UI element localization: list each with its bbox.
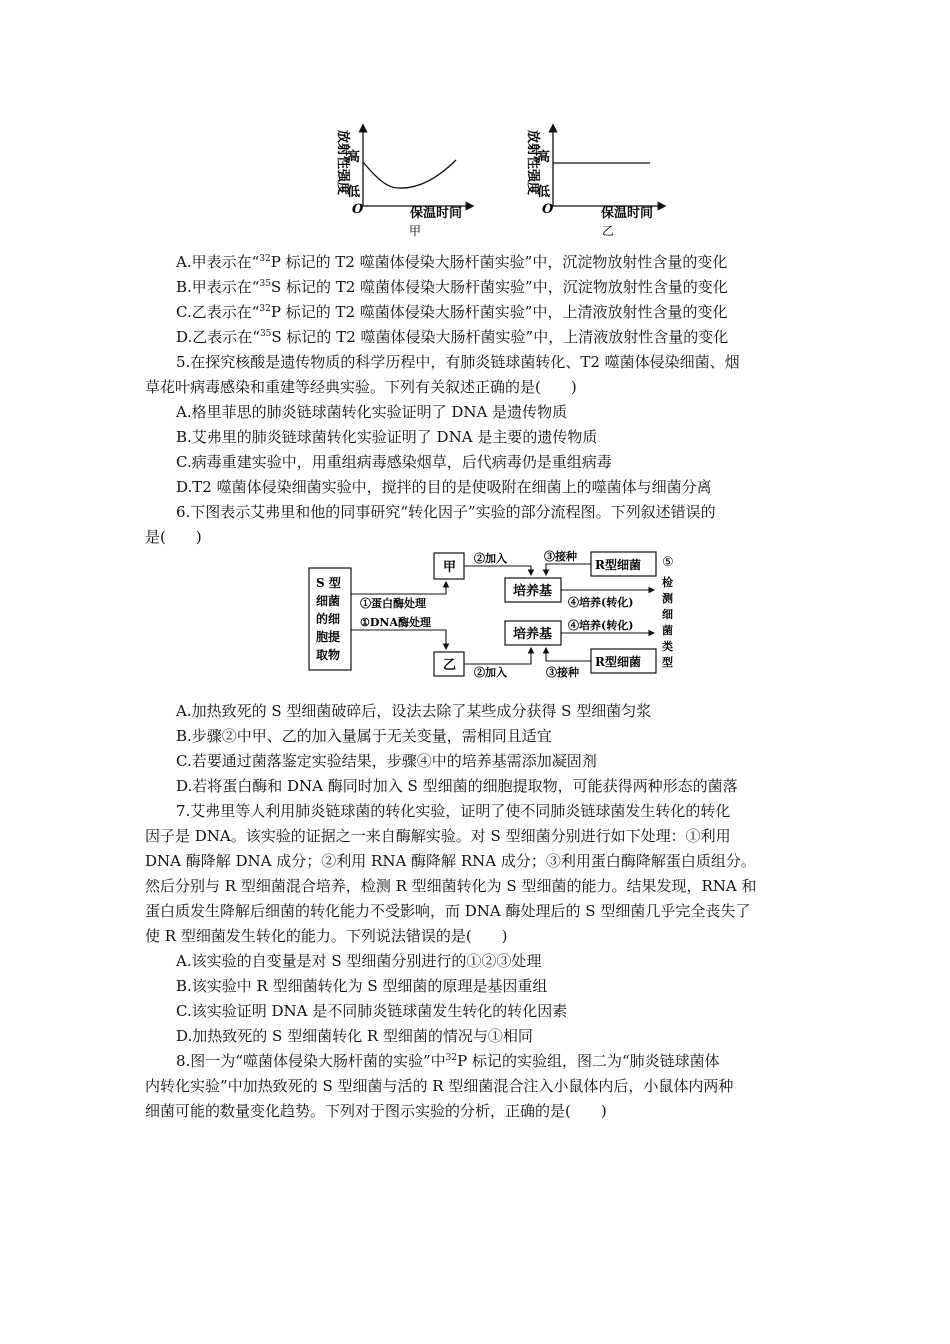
q7-option-a: A.该实验的自变量是对 S 型细菌分别进行的①②③处理 (176, 952, 542, 970)
source-box-line: 的细 (316, 612, 341, 626)
step2-add-label-top: ②加入 (474, 552, 507, 565)
step5-char: 测 (662, 592, 673, 605)
q6-stem-line-2: 是( ) (145, 528, 202, 546)
q7-stem-line-5: 蛋白质发生降解后细菌的转化能力不受影响，而 DNA 酶处理后的 S 型细菌几乎完全丧失了 (145, 902, 751, 920)
q4-option-a: A.甲表示在“$^{32}$P 标记的 T2 噬菌体侵染大肠杆菌实验”中，沉淀物放射性含量的变化 (176, 253, 728, 271)
source-box-line: 细菌 (316, 594, 341, 608)
r-box-label-top: R型细菌 (595, 558, 641, 572)
y-high-label: 高 (537, 150, 551, 165)
arrow-r-to-medium-bottom (546, 648, 591, 661)
curve-jia (363, 160, 456, 188)
y-high-label: 高 (347, 150, 361, 165)
step5-char: 型 (662, 656, 673, 669)
origin-label: O (352, 202, 364, 217)
medium-label-top: 培养基 (513, 584, 553, 599)
q7-stem-line-6: 使 R 型细菌发生转化的能力。下列说法错误的是( ) (145, 927, 508, 945)
q5-option-b: B.艾弗里的肺炎链球菌转化实验证明了 DNA 是主要的遗传物质 (176, 428, 598, 446)
q4-option-b: B.甲表示在“$^{35}$S 标记的 T2 噬菌体侵染大肠杆菌实验”中，沉淀物放射性含量的变化 (176, 278, 728, 296)
graph-yi (525, 126, 664, 238)
step3-inoculate-label-top: ③接种 (544, 550, 577, 563)
r-box-label-bottom: R型细菌 (595, 655, 641, 669)
q5-stem-line-2: 草花叶病毒感染和重建等经典实验。下列有关叙述正确的是( ) (145, 378, 577, 396)
step5-char: 菌 (662, 624, 673, 637)
q8-stem-line-2: 内转化实验”中加热致死的 S 型细菌与活的 R 型细菌混合注入小鼠体内后，小鼠体内两种 (145, 1077, 734, 1095)
y-axis-label: 放射性强度 (525, 130, 540, 196)
y-axis-label: 放射性强度 (335, 130, 350, 196)
source-box-line: S 型 (316, 576, 341, 590)
q4-option-d: D.乙表示在“$^{35}$S 标记的 T2 噬菌体侵染大肠杆菌实验”中，上清液放射性含量的变化 (176, 328, 729, 346)
q8-stem-line-1: 8.图一为“噬菌体侵染大肠杆菌的实验”中$^{32}$P 标记的实验组，图二为“肺炎链球菌体 (176, 1052, 720, 1070)
caption-yi: 乙 (602, 224, 615, 238)
x-axis-label: 保温时间 (410, 206, 463, 221)
step3-inoculate-label-bottom: ③接种 (546, 666, 579, 679)
arrow-r-to-medium-top (546, 564, 591, 575)
arrow-to-jia (351, 582, 446, 594)
step5-label: ⑤ (662, 555, 674, 570)
step5-char: 类 (662, 640, 673, 653)
arrow-to-yi (351, 630, 446, 649)
q7-stem-line-1: 7.艾弗里等人利用肺炎链球菌的转化实验，证明了使不同肺炎链球菌发生转化的转化 (176, 802, 731, 820)
source-box-line: 胞提 (316, 630, 341, 644)
q7-stem-line-3: DNA 酶降解 DNA 成分；②利用 RNA 酶降解 RNA 成分；③利用蛋白酶降解蛋白质组分。 (145, 852, 756, 870)
step5-char: 细 (662, 608, 673, 621)
q6-option-d: D.若将蛋白酶和 DNA 酶同时加入 S 型细菌的细胞提取物，可能获得两种形态的菌落 (176, 777, 738, 795)
caption-jia: 甲 (409, 224, 422, 238)
q4-option-c: C.乙表示在“$^{32}$P 标记的 T2 噬菌体侵染大肠杆菌实验”中，上清液放射性含量的变化 (176, 303, 728, 321)
q7-stem-line-2: 因子是 DNA。该实验的证据之一来自酶解实验。对 S 型细菌分别进行如下处理：①利用 (145, 827, 731, 845)
source-box-line: 取物 (316, 648, 341, 662)
q5-option-d: D.T2 噬菌体侵染细菌实验中，搅拌的目的是使吸附在细菌上的噬菌体与细菌分离 (176, 478, 712, 496)
q7-option-c: C.该实验证明 DNA 是不同肺炎链球菌发生转化的转化因素 (176, 1002, 568, 1020)
q6-option-a: A.加热致死的 S 型细菌破碎后，设法去除了某些成分获得 S 型细菌匀浆 (176, 702, 652, 720)
step5-char: 检 (662, 576, 673, 589)
step4-culture-label-top: ④培养(转化) (568, 596, 634, 609)
radioactivity-graphs (320, 118, 680, 240)
q8-stem-line-3: 细菌可能的数量变化趋势。下列对于图示实验的分析，正确的是( ) (145, 1102, 607, 1120)
step4-culture-label-bottom: ④培养(转化) (568, 619, 634, 632)
q6-option-b: B.步骤②中甲、乙的加入量属于无关变量，需相同且适宜 (176, 727, 552, 745)
step1-dnase-label: ①DNA酶处理 (360, 616, 431, 629)
transformation-flowchart (306, 548, 702, 680)
q7-option-d: D.加热致死的 S 型细菌转化 R 型细菌的情况与①相同 (176, 1027, 533, 1045)
y-low-label: 低 (347, 185, 361, 200)
box-yi-label: 乙 (443, 658, 457, 673)
graph-jia (335, 126, 472, 238)
x-axis-label: 保温时间 (601, 206, 654, 221)
q7-option-b: B.该实验中 R 型细菌转化为 S 型细菌的原理是基因重组 (176, 977, 548, 995)
y-low-label: 低 (537, 185, 551, 200)
step1-protease-label: ①蛋白酶处理 (360, 597, 426, 610)
arrow-yi-to-medium (464, 648, 531, 664)
origin-label: O (542, 202, 554, 217)
q6-option-c: C.若要通过菌落鉴定实验结果，步骤④中的培养基需添加凝固剂 (176, 752, 597, 770)
q5-option-a: A.格里菲思的肺炎链球菌转化实验证明了 DNA 是遗传物质 (176, 403, 568, 421)
q5-stem-line-1: 5.在探究核酸是遗传物质的科学历程中，有肺炎链球菌转化、T2 噬菌体侵染细菌、烟 (176, 353, 740, 371)
q7-stem-line-4: 然后分别与 R 型细菌混合培养，检测 R 型细菌转化为 S 型细菌的能力。结果发现，RNA 和 (145, 877, 757, 895)
medium-label-bottom: 培养基 (513, 627, 553, 642)
arrow-jia-to-medium (464, 566, 531, 575)
q5-option-c: C.病毒重建实验中，用重组病毒感染烟草，后代病毒仍是重组病毒 (176, 453, 612, 471)
q6-stem-line-1: 6.下图表示艾弗里和他的同事研究“转化因子”实验的部分流程图。下列叙述错误的 (176, 503, 716, 521)
step2-add-label-bottom: ②加入 (474, 666, 507, 679)
box-jia-label: 甲 (443, 560, 457, 575)
